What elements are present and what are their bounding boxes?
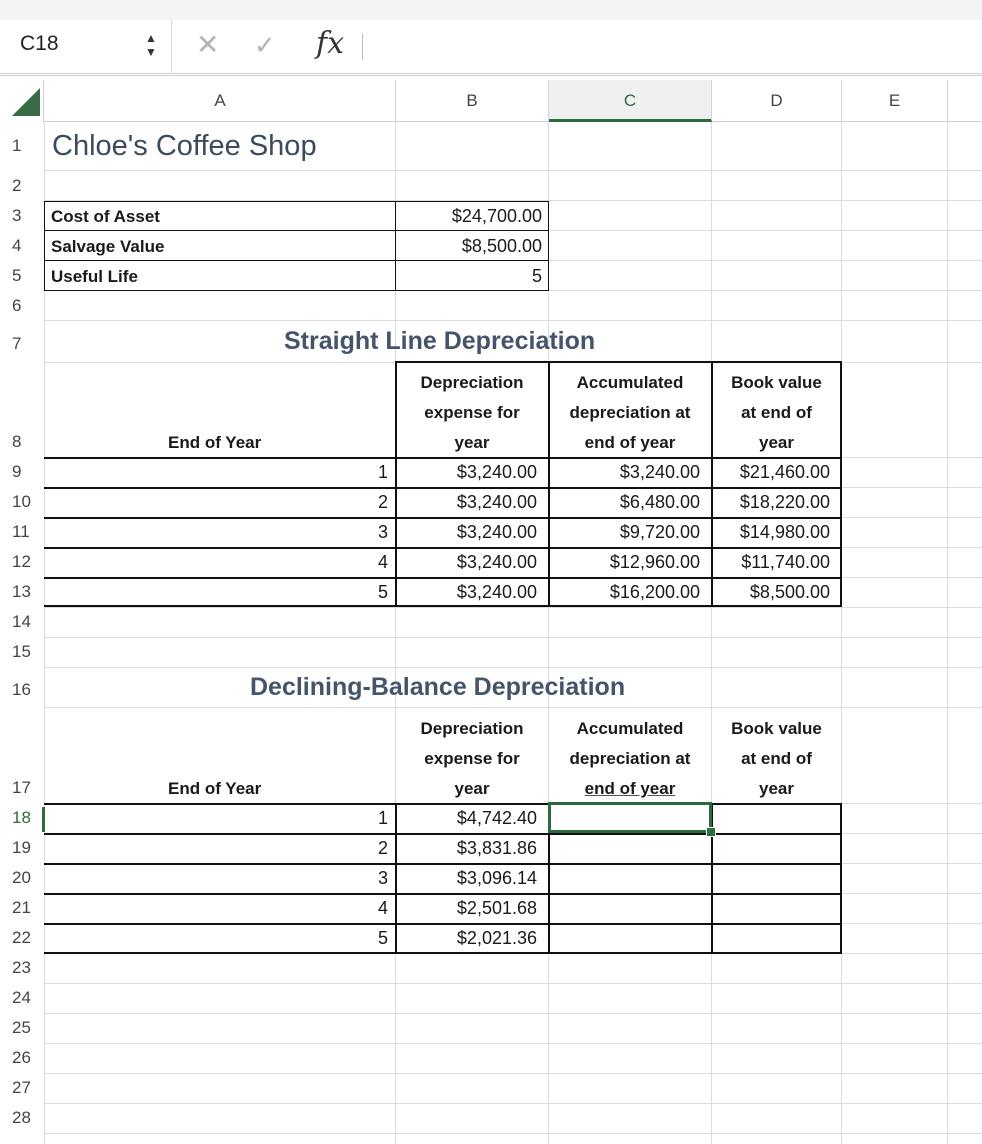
end-of-year-header[interactable]: End of Year: [168, 433, 262, 452]
expense-cell[interactable]: $3,831.86: [456, 838, 537, 858]
input-value[interactable]: $24,700.00: [451, 206, 542, 226]
column-header-a[interactable]: A: [45, 80, 396, 122]
book-value-header[interactable]: Book value at end of year: [731, 373, 822, 452]
input-label[interactable]: Useful Life: [51, 267, 138, 286]
expense-header[interactable]: Depreciation expense for year: [420, 373, 524, 452]
row-header[interactable]: 10: [12, 492, 31, 511]
row-header[interactable]: 8: [12, 432, 22, 451]
year-cell[interactable]: 5: [377, 582, 388, 602]
row-header[interactable]: 12: [12, 552, 31, 571]
row-header[interactable]: 23: [12, 958, 31, 977]
row-header[interactable]: 6: [12, 296, 22, 315]
accumulated-cell[interactable]: $6,480.00: [619, 492, 700, 512]
year-cell[interactable]: 1: [377, 808, 388, 828]
column-header-b[interactable]: B: [396, 80, 549, 122]
formula-input[interactable]: [372, 30, 976, 64]
active-cell-c18[interactable]: [548, 802, 712, 833]
row-header[interactable]: 24: [12, 988, 31, 1007]
input-value[interactable]: 5: [531, 266, 542, 286]
year-cell[interactable]: 4: [377, 898, 388, 918]
select-all-button[interactable]: [0, 80, 44, 122]
input-label[interactable]: Cost of Asset: [51, 207, 160, 226]
title-bar-strip: [0, 0, 982, 21]
name-box-value: C18: [20, 32, 59, 55]
cancel-icon[interactable]: ✕: [196, 29, 220, 60]
expense-header[interactable]: Depreciation expense for year: [420, 719, 524, 798]
book-value-header[interactable]: Book value at end of year: [731, 719, 822, 798]
grid-line: [395, 122, 396, 1144]
year-cell[interactable]: 5: [377, 928, 388, 948]
formula-divider: [362, 34, 363, 60]
row-header[interactable]: 4: [12, 236, 22, 255]
end-of-year-header[interactable]: End of Year: [168, 779, 262, 798]
expense-cell[interactable]: $3,240.00: [456, 582, 537, 602]
row-header[interactable]: 2: [12, 176, 22, 195]
row-header[interactable]: 28: [12, 1108, 31, 1127]
expense-cell[interactable]: $2,501.68: [456, 898, 537, 918]
accumulated-cell[interactable]: $12,960.00: [609, 552, 700, 572]
column-header-d[interactable]: D: [712, 80, 842, 122]
row-header[interactable]: 16: [12, 680, 31, 699]
book-value-cell[interactable]: $21,460.00: [739, 462, 830, 482]
row-header[interactable]: 5: [12, 266, 22, 285]
input-label[interactable]: Salvage Value: [51, 237, 165, 256]
enter-icon[interactable]: ✓: [254, 30, 276, 60]
section-title[interactable]: Straight Line Depreciation: [284, 327, 596, 355]
row-header[interactable]: 9: [12, 462, 22, 481]
accumulated-header[interactable]: Accumulated depreciation at end of year: [569, 373, 691, 452]
grid-line: [947, 122, 948, 1144]
name-box[interactable]: [0, 20, 172, 73]
book-value-cell[interactable]: $11,740.00: [741, 552, 830, 572]
row-header[interactable]: 15: [12, 642, 31, 661]
expense-cell[interactable]: $4,742.40: [456, 808, 537, 828]
expense-cell[interactable]: $3,240.00: [456, 552, 537, 572]
expense-cell[interactable]: $3,240.00: [456, 462, 537, 482]
book-value-cell[interactable]: $8,500.00: [749, 582, 830, 602]
year-cell[interactable]: 4: [377, 552, 388, 572]
accumulated-cell[interactable]: $16,200.00: [609, 582, 700, 602]
row-header[interactable]: 26: [12, 1048, 31, 1067]
book-value-cell[interactable]: $18,220.00: [739, 492, 830, 512]
row-header[interactable]: 14: [12, 612, 31, 631]
row-header[interactable]: 21: [12, 898, 31, 917]
select-all-icon: [12, 88, 40, 116]
grid-line: [711, 122, 712, 1144]
year-cell[interactable]: 3: [377, 522, 388, 542]
accumulated-header[interactable]: Accumulated depreciation at end of year: [569, 719, 691, 798]
column-header-e[interactable]: E: [842, 80, 948, 122]
row-header[interactable]: 22: [12, 928, 31, 947]
row-header[interactable]: 20: [12, 868, 31, 887]
row-header[interactable]: 17: [12, 778, 31, 797]
row-header[interactable]: 27: [12, 1078, 31, 1097]
name-box-stepper-icon[interactable]: ▲ ▼: [145, 31, 157, 59]
selected-row-indicator: [42, 807, 45, 832]
row-header[interactable]: 13: [12, 582, 31, 601]
row-header[interactable]: 3: [12, 206, 22, 225]
insert-function-icon[interactable]: fx: [316, 26, 345, 61]
input-value[interactable]: $8,500.00: [461, 236, 542, 256]
year-cell[interactable]: 2: [377, 838, 388, 858]
row-header-selected[interactable]: 18: [12, 808, 31, 827]
book-value-cell[interactable]: $14,980.00: [739, 522, 830, 542]
formula-bar: [0, 20, 982, 76]
row-header[interactable]: 11: [12, 522, 30, 541]
accumulated-cell[interactable]: $9,720.00: [619, 522, 700, 542]
row-header[interactable]: 7: [12, 334, 22, 353]
row-header[interactable]: 19: [12, 838, 31, 857]
grid-line: [841, 122, 842, 1144]
year-cell[interactable]: 3: [377, 868, 388, 888]
section-title[interactable]: Declining-Balance Depreciation: [250, 673, 626, 701]
expense-cell[interactable]: $3,096.14: [456, 868, 537, 888]
grid-line: [548, 122, 549, 1144]
fill-handle[interactable]: [706, 827, 716, 837]
expense-cell[interactable]: $3,240.00: [456, 522, 537, 542]
column-header-c[interactable]: C: [549, 80, 712, 122]
accumulated-cell[interactable]: $3,240.00: [619, 462, 700, 482]
sheet-title[interactable]: Chloe's Coffee Shop: [52, 130, 317, 162]
row-header[interactable]: 25: [12, 1018, 31, 1037]
year-cell[interactable]: 2: [377, 492, 388, 512]
expense-cell[interactable]: $3,240.00: [456, 492, 537, 512]
row-header[interactable]: 1: [12, 136, 22, 155]
grid-line: [44, 122, 45, 1144]
year-cell[interactable]: 1: [377, 462, 388, 482]
expense-cell[interactable]: $2,021.36: [456, 928, 537, 948]
